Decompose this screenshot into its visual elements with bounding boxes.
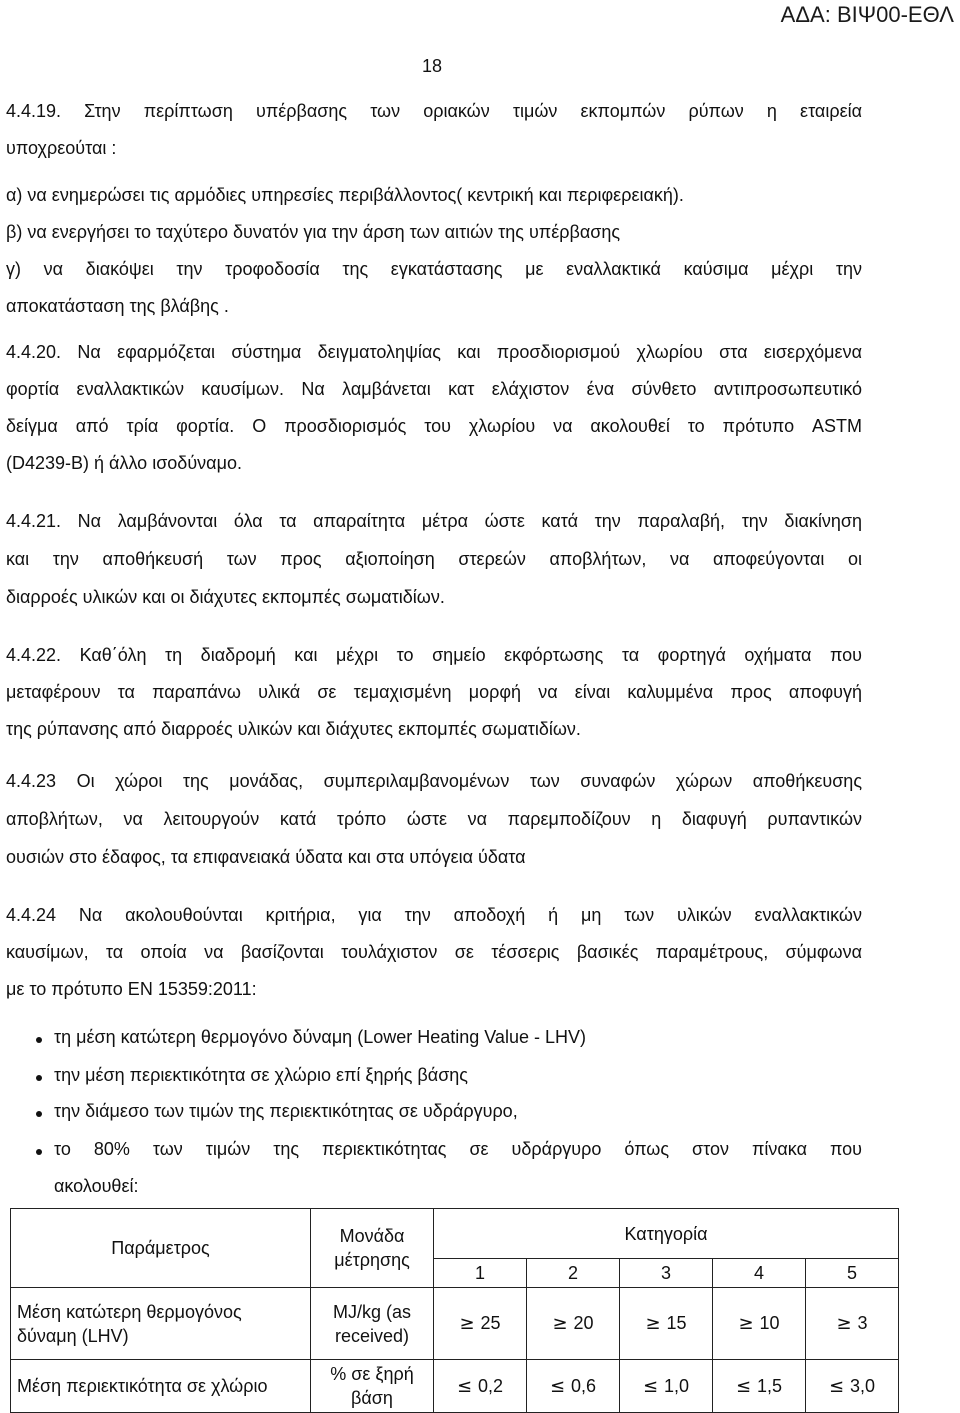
paragraph-line: φορτία εναλλακτικών καυσίμων. Να λαμβάνεται κατ ελάχιστον ένα σύνθετο αντιπροσωπευτικό xyxy=(6,379,862,399)
row-unit: MJ/kg (as received) xyxy=(311,1288,434,1360)
less-equal-icon: ≤ xyxy=(642,1375,659,1397)
paragraph-line: δείγμα από τρία φορτία. Ο προσδιορισμός του χλωρίου να ακολουθεί το πρότυπο ASTM xyxy=(6,416,862,436)
paragraph-line: υποχρεούται : xyxy=(6,138,117,158)
category-number: 4 xyxy=(713,1259,806,1288)
greater-equal-icon: ≥ xyxy=(459,1313,475,1334)
category-number: 3 xyxy=(620,1259,713,1288)
table-cell xyxy=(806,1360,899,1413)
table-cell xyxy=(620,1288,713,1360)
paragraph-line: αποβλήτων, να λειτουργούν κατά τρόπο ώστε να παρεμποδίζουν η διαφυγή ρυπαντικών xyxy=(6,809,862,829)
table-cell xyxy=(434,1288,527,1360)
list-item: τη μέση κατώτερη θερμογόνο δύναμη (Lower Heating Value - LHV) xyxy=(54,1027,586,1047)
header-parameter: Παράμετρος xyxy=(11,1209,311,1288)
less-equal-icon: ≤ xyxy=(735,1375,752,1397)
table-cell xyxy=(806,1288,899,1360)
paragraph-line: και την αποθήκευσή των προς αξιοποίηση στερεών αποβλήτων, να αποφεύγονται οι xyxy=(6,549,862,569)
page-number: 18 xyxy=(422,56,443,76)
paragraph-line: 4.4.24 Να ακολουθούνται κριτήρια, για την αποδοχή ή μη των υλικών εναλλακτικών xyxy=(6,905,862,925)
table-cell xyxy=(620,1360,713,1413)
cell-value: 10 xyxy=(759,1313,780,1333)
bullet-icon xyxy=(36,1149,42,1155)
row-unit: % σε ξηρή βάση xyxy=(311,1360,434,1413)
paragraph-line: με το πρότυπο EN 15359:2011: xyxy=(6,979,257,999)
greater-equal-icon: ≥ xyxy=(738,1313,754,1334)
paragraph-line: β) να ενεργήσει το ταχύτερο δυνατόν για την άρση των αιτιών της υπέρβασης xyxy=(6,222,621,242)
fuel-criteria-table xyxy=(10,1208,899,1413)
greater-equal-icon: ≥ xyxy=(836,1313,852,1334)
paragraph-line: 4.4.22. Καθ΄όλη τη διαδρομή και μέχρι το σημείο εκφόρτωσης τα φορτηγά οχήματα που xyxy=(6,645,862,665)
table-cell xyxy=(434,1360,527,1413)
paragraph-line: γ) να διακόψει την τροφοδοσία της εγκατάστασης με εναλλακτικά καύσιμα μέχρι την xyxy=(6,259,862,279)
less-equal-icon: ≤ xyxy=(456,1375,473,1397)
table-cell xyxy=(713,1360,806,1413)
cell-value: 3 xyxy=(857,1313,868,1333)
paragraph-line: α) να ενημερώσει τις αρμόδιες υπηρεσίες περιβάλλοντος( κεντρική και περιφερειακή). xyxy=(6,185,684,205)
row-parameter: Μέση κατώτερη θερμογόνος δύναμη (LHV) xyxy=(11,1288,311,1360)
paragraph-line: 4.4.20. Να εφαρμόζεται σύστημα δειγματοληψίας και προσδιορισμού χλωρίου στα εισερχόμενα xyxy=(6,342,862,362)
paragraph-line: της ρύπανσης από διαρροές υλικών και διάχυτες εκπομπές σωματιδίων. xyxy=(6,719,581,739)
greater-equal-icon: ≥ xyxy=(645,1313,661,1334)
table-row xyxy=(11,1360,899,1413)
paragraph-line: αποκατάσταση της βλάβης . xyxy=(6,296,229,316)
paragraph-line: 4.4.21. Να λαμβάνονται όλα τα απαραίτητα μέτρα ώστε κατά την παραλαβή, την διακίνηση xyxy=(6,511,862,531)
table-row xyxy=(11,1288,899,1360)
header-category: Κατηγορία xyxy=(434,1209,899,1259)
paragraph-line: διαρροές υλικών και οι διάχυτες εκπομπές σωματιδίων. xyxy=(6,587,445,607)
list-item-continuation: ακολουθεί: xyxy=(54,1176,139,1196)
category-number: 1 xyxy=(434,1259,527,1288)
cell-value: 0,6 xyxy=(571,1375,597,1396)
table-header-row xyxy=(11,1209,899,1259)
cell-value: 1,5 xyxy=(757,1375,783,1396)
cell-value: 20 xyxy=(573,1313,594,1333)
category-number: 5 xyxy=(806,1259,899,1288)
paragraph-line: 4.4.19. Στην περίπτωση υπέρβασης των οριακών τιμών εκπομπών ρύπων η εταιρεία xyxy=(6,101,862,121)
cell-value: 25 xyxy=(480,1313,501,1333)
list-item: το 80% των τιμών της περιεκτικότητας σε υδράργυρο όπως στον πίνακα που xyxy=(54,1139,862,1159)
list-item: την διάμεσο των τιμών της περιεκτικότητας σε υδράργυρο, xyxy=(54,1101,518,1121)
paragraph-line: 4.4.23 Οι χώροι της μονάδας, συμπεριλαμβανομένων των συναφών χώρων αποθήκευσης xyxy=(6,771,862,791)
table-cell xyxy=(527,1288,620,1360)
header-unit: Μονάδα μέτρησης xyxy=(311,1209,434,1288)
bullet-icon xyxy=(36,1075,42,1081)
bullet-icon xyxy=(36,1111,42,1117)
cell-value: 1,0 xyxy=(664,1375,690,1396)
paragraph-line: (D4239-B) ή άλλο ισοδύναμο. xyxy=(6,453,242,473)
ada-code: ΑΔΑ: ΒΙΨ00-ΕΘΛ xyxy=(780,2,954,27)
cell-value: 15 xyxy=(666,1313,687,1333)
bullet-icon xyxy=(36,1037,42,1043)
less-equal-icon: ≤ xyxy=(549,1375,566,1397)
paragraph-line: καυσίμων, τα οποία να βασίζονται τουλάχιστον σε τέσσερις βασικές παραμέτρους, σύμφωνα xyxy=(6,942,862,962)
less-equal-icon: ≤ xyxy=(828,1375,845,1397)
paragraph-line: μεταφέρουν τα παραπάνω υλικά σε τεμαχισμένη μορφή να είναι καλυμμένα προς αποφυγή xyxy=(6,682,862,702)
cell-value: 3,0 xyxy=(850,1375,876,1396)
row-parameter: Μέση περιεκτικότητα σε χλώριο xyxy=(11,1360,311,1413)
greater-equal-icon: ≥ xyxy=(552,1313,568,1334)
category-number: 2 xyxy=(527,1259,620,1288)
table-cell xyxy=(713,1288,806,1360)
table-cell xyxy=(527,1360,620,1413)
paragraph-line: ουσιών στο έδαφος, τα επιφανειακά ύδατα και στα υπόγεια ύδατα xyxy=(6,847,526,867)
cell-value: 0,2 xyxy=(478,1375,504,1396)
list-item: την μέση περιεκτικότητα σε χλώριο επί ξηρής βάσης xyxy=(54,1065,468,1085)
